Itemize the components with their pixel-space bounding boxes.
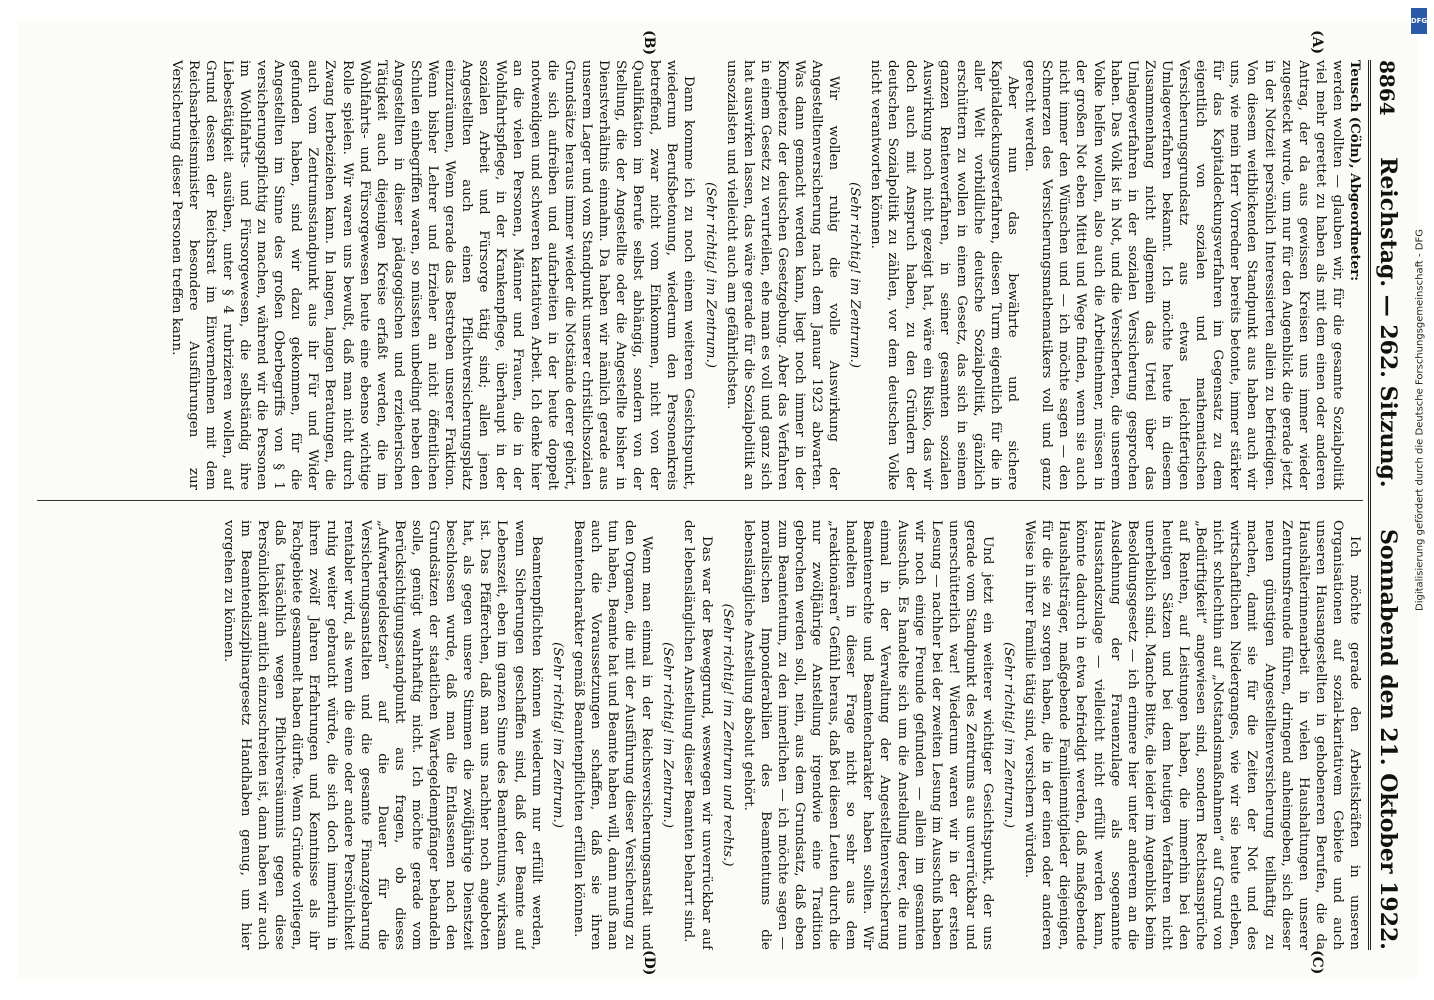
- left-column: [37, 60, 1363, 490]
- session-date: Sonnabend den 21. Oktober 1922.: [1375, 529, 1401, 950]
- paragraph: Dann komme ich zu noch einem weiteren Gesichtspunkt, wiederum Berufsbetonung, wiederum den Personenkreis betreffend, zwar nicht vom Einkommen, nicht von der Qualifikation im Berufe selbst abhängig, sondern von der Stellung, die der Angestellte oder die Angestellte bisher in Dienstverhältnis einnahm. Da haben wir nämlich gerade aus unserem Lager und vom Standpunkt unserer christlichsozialen Grundsätze heraus immer wieder die Notstände derer gehört, die sich aufreiben und aufarbeiten in der heute doppelt notwendigen und schweren karitativen Arbeit. Ich denke hier an die vielen Personen, Männer und Frauen, die in der Wohlfahrtspflege, in der Krankenpflege, überhaupt in der sozialen Arbeit und Fürsorge tätig sind; allen jenen Angestellten auch einen Pflichtversicherungsplatz einzuräumen, Wenn gerade das Bestreben unserer Fraktion. Wenn bisher Lehrer und Erzieher an nicht öffentlichen Schulen einbegriffen waren, so müssten unbedingt neben den Angestellten in dieser pädagogischen und erzieherischen Tätigkeit auch diejenigen Kreise erfaßt werden, die im Wohlfahrts- und Fürsorgewesen heute eine ebenso wichtige Rolle spielen. Wir waren uns bewußt, daß man nicht durch Zwang herbeiziehen kann. In langen, langen Beratungen, die auch vom Zentrumsstandpunkt aus ihr Für und Wider gefunden haben, sind wir dazu gekommen, für die Angestellten im Sinne des großen Oberbegriffs von § 1 versicherungspflichtig zu machen, während wir die Personen im Wohlfahrts- und Fürsorgewesen, die selbständig ihre Liebestätigkeit ausüben, unter § 4 rubrizieren wollen, auf Grund dessen der Reichsrat im Einvernehmen mit dem Reichsarbeitsminister besondere Ausführungen zur Versicherung dieser Personen treffen kann.: [168, 60, 697, 490]
- margin-marker-c: (C): [1309, 950, 1325, 975]
- session-title: Reichstag. — 262. Sitzung.: [1375, 157, 1401, 488]
- speaker-line: Teusch (Cöln), Abgeordneter:: [1347, 60, 1363, 282]
- paragraph: Und jetzt ein weiterer wichtiger Gesichtspunkt, der uns gerade vom Standpunkt des Zentrums aus unverrückbar und unerschütterlich war! Wiederum waren wir in der ersten Lesung — nachher bei der zweiten Lesung im Ausschuß haben wir noch einige Freunde gefunden — allein im gesamten Ausschuß. Es handelte sich um die Anstellung derer, die nun einmal in der Verwaltung der Angestelltenversicherung Beamtenrechte und Beamtencharakter haben sollten. Wir handelten in dieser Frage nicht so sehr aus dem „reaktionären“ Gefühl heraus, daß bei diesen Leuten durch die nur zwölfjährige Anstellung irgendwie eine Tradition gebrochen werden soll, nein, aus dem Grundsatz, daß eben zum Beamtentum, zu den innerlichen — ich möchte sagen — moralischen Imponderabilien des Beamtentums die lebenslängliche Anstellung absolut gehört.: [740, 520, 996, 950]
- margin-marker-b: (B): [641, 30, 657, 56]
- margin-marker-a: (A): [1309, 30, 1325, 55]
- paragraph: werden wollten — glauben wir, für die gesamte Sozialpolitik viel mehr gerettet zu haben als mit dem einen oder anderen Antrag, der da aus gewissen Kreisen uns immer wieder zugesteckt wurde, um nur für den Augenblick die gerade jetzt in der Notzeit persönlich Interessierten allein zu befriedigen. Von diesem weitblickenden Standpunkt aus haben auch wir uns, wie mein Herr Vorredner bereits betonte, immer stärker für das Kapitaldeckungsverfahren im Gegensatz zu dem eigentlich von sozialen und mathematischen Versicherungsgrundsatz aus etwas leichtfertigen Umlageverfahren bekannt. Ich möchte heute in diesem Zusammenhang nicht allgemein das Urteil über das Umlageverfahren in der sozialen Versicherung gesprochen haben. Das Volk ist in Not, und die Versicherten, die unserem Volke helfen wollen, also auch die Arbeitnehmer, müssen in der großen Not eben Mittel und Wege finden, wenn sie auch nicht immer den Wünschen und — ich möchte sagen — den Schmerzen des Versicherungsmathematikers voll und ganz gerecht werden.: [1022, 60, 1345, 490]
- paragraph: Beamtenpflichten können wiederum nur erfüllt werden, wenn Sicherungen geschaffen sind, daß der Beamte auf Lebenszeit, eben im ganzen Sinne des Beamtentums, wirksam ist. Das Pfäfferchen, daß man uns nachher noch angeboten hat, als gegen unsere Stimmen die zwölfjährige Dienstzeit beschlossen wurde, daß man die Entlassenen nach den Grundsätzen der staatlichen Wartegeldempfänger behandeln solle, genügt wahrhaftig nicht. Ich möchte gerade vom Berücksichtigungsstandpunkt aus fragen, ob dieses „Aufwartegeldsetzen“ auf die Dauer für die Versicherungsanstalten und die gesamte Finanzgebarung rentabler wird, als wenn die eine oder andere Persönlichkeit ruhig weiter gebraucht würde, die sich doch immerhin in ihren zwölf Jahren Erfahrungen und Kenntnisse als ihr Fachgebiete gesammelt haben dürfte. Wenn Gründe vorliegen, daß tatsächlich wegen Pflichtversäumnis gegen diese Persönlichkeit amtlich einzuschreiten ist, dann haben wir auch im Beamtendisziplinargesetz Handhaben genug, um hier vorgehen zu können.: [221, 520, 544, 950]
- interjection: (Sehr richtig! im Zentrum.): [549, 642, 565, 828]
- right-column: [37, 520, 1363, 950]
- dfg-logo-icon: DFG: [1411, 8, 1427, 34]
- page-header: [1368, 60, 1409, 950]
- interjection: (Sehr richtig! im Zentrum.): [702, 182, 718, 368]
- interjection: (Sehr richtig! im Zentrum.): [1001, 642, 1017, 828]
- document-page: [17, 20, 1417, 980]
- column-divider: [37, 500, 1363, 501]
- paragraph: Wenn man einmal in der Reichsversicherungsanstalt und den Organen, die mit der Ausführung dieser Versicherung zu tun haben, Beamte hat und Beamte haben will, dann muß man auch die Voraussetzungen schaffen, daß sie ihren Beamtencharakter gemäß Beamtenpflichten erfüllen können.: [570, 520, 655, 950]
- paragraph: Das war der Beweggrund, weswegen wir unverrückbar auf der lebenslänglichen Anstellung dieser Beamten beharrt sind.: [681, 520, 714, 950]
- interjection: (Sehr richtig! im Zentrum.): [847, 182, 863, 368]
- page-number: 8864: [1375, 60, 1399, 116]
- digitization-attribution: Digitalisierung gefördert durch die Deutsche Forschungsgemeinschaft - DFG: [1414, 228, 1426, 612]
- interjection: (Sehr richtig! im Zentrum.): [660, 642, 676, 828]
- paragraph: Aber nun das bewährte und sichere Kapitaldeckungsverfahren, diesen Turm eigentlich für die in aller Welt vorbildliche deutsche Sozialpolitik, gänzlich erschüttern zu wollen in einem Gesetz, das sich in seinem ganzen Rentenverfahren, in seiner gesamten sozialen Auswirkung noch nicht gezeigt hat, wäre ein Risiko, das wir doch auch mit Anspruch haben, zu den Gründern der deutschen Sozialpolitik zu zählen, vor dem deutschen Volke nicht verantworten können.: [868, 60, 1021, 490]
- margin-marker-d: (D): [641, 950, 657, 976]
- interjection: (Sehr richtig! im Zentrum und rechts.): [719, 603, 735, 867]
- paragraph: Ich möchte gerade den Arbeitskräften in unseren Organisationen auf sozial-karitativem Gebiete und auch unseren Hausangestellten in gehobeneren Berufen, die da Haushälterinnenarbeit in vielen Haushaltungen unserer Zentrumsfreunde führen, dringend anheimgeben, sich dieser neuen günstigen Angestelltenversicherung teilhaftig zu machen, damit sie für die Zeiten der Not und des wirtschaftlichen Niederganges, wie wir sie heute erleben, nicht schlechthin auf „Notstandsmaßnahmen“ auf Grund von „Bedürftigkeit“ angewiesen sind, sondern Rechtsansprüche auf Renten, auf Leistungen haben, die immerhin bei den heutigen Sätzen und bei dem heutigen Verfahren nicht unerheblich sind. Manche Bitte, die leider im Augenblick beim Besoldungsgesetz — ich erinnere hier unter anderem an die Ausdehnung der Frauenzulage als sogenannte Hausstandszulage — vielleicht nicht erfüllt werden kann, könnte dadurch in etwa befriedigt werden, daß maßgebende Haushaltsträger, maßgebende Familienmitglieder diejenigen, für die sie zu sorgen haben, die in der einen oder anderen Weise in ihrer Familie tätig sind, versichern würden.: [1022, 520, 1362, 950]
- attribution-strip: [1408, 6, 1432, 994]
- paragraph: Wir wollen ruhig die volle Auswirkung der Angestelltenversicherung nach dem Januar 1923 abwarten. Was dann gemacht werden kann, liegt noch immer in der Kompetenz der deutschen Gesetzgebung. Aber das Verfahren in einem Gesetz zu verurteilen, ehe man es voll und ganz sich hat auswirken lassen, das wäre gerade für die Sozialpolitik an unsozialsten und vielleicht auch am gefährlichsten.: [723, 60, 842, 490]
